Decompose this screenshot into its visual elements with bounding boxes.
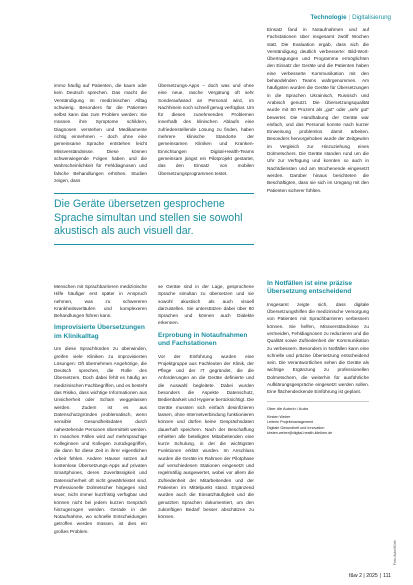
bottom-text-column-1 (54, 283, 147, 557)
photo-credit: Foto: Autor/Klinik (393, 540, 397, 565)
author-bio (267, 406, 369, 437)
bottom-text-column-2 (158, 283, 254, 557)
page-number: 111 (383, 573, 391, 579)
bio-line: Leiterin Projektmanagement (267, 420, 314, 425)
bottom-text-column-3 (267, 275, 369, 543)
header-category: Technologie (310, 14, 347, 21)
footer-separator: | (379, 573, 382, 579)
bio-email: kirsten.weber@digital-health-kliniken.de (267, 431, 333, 436)
bio-line: Digitale Gesundheit und Innovation (267, 425, 325, 430)
top-text-column-2 (158, 82, 254, 176)
subheading-improvised-translations: Improvisierte Übersetzungen im Klinikalltag (54, 324, 145, 340)
section-header (311, 14, 391, 21)
subheading-testing: Erprobung in Notaufnahmen und Fachstationen (158, 331, 248, 348)
header-separator: | (348, 14, 351, 21)
header-subcategory: Digitalisierung (352, 14, 391, 21)
bottom-body-2: Vor der Einführung wurden eine Projektgruppe aus Fachleuten der Klinik, der Pflege und der IT gegründet, die die Anforderungen an die Geräte definierte und die Auswahl begleitete. Dabei wurden besonders die Aspekte Datenschutz, Bedienbarkeit und Hygiene berücksichtigt. Die Geräte mussten sich einfach desinfizieren lassen, ohne Internetverbindung funktionieren können und dürfen keine Gesprächsdaten dauerhaft speichern. Nach der Beschaffung erhielten alle beteiligten Mitarbeitenden eine kurze Schulung, in der die wichtigsten Funktionen erklärt wurden. Im Anschluss wurden die Geräte im Rahmen der Pilotphase auf verschiedenen Stationen eingesetzt und regelmäßig ausgewertet, wobei vor allem die Zufriedenheit der Mitarbeitenden und der Patienten im Mittelpunkt stand. Ergänzend wurden auch die Einsatzhäufigkeit und die genutzten Sprachen dokumentiert, um den zukünftigen Bedarf besser abschätzen zu können. (158, 353, 254, 520)
page-footer (349, 573, 391, 579)
bottom-intro-2: se Geräte sind in der Lage, gesprochene Sprache simultan zu übersetzen und sie sowohl akustisch als auch visuell darzustellen. Sie unterstützen dabei über 80 Sprachen und können auch Dialekte erkennen. (158, 284, 254, 326)
top-paragraph-2: Übersetzungs-Apps – doch was und ohne eine neue, rasche Vergütung oft sehr Sonderaufwand an Personal wird, im Nachhinein noch schnell genug verfügbar. Um für diesen zunehmenden Problemen innerhalb des klinischen Ablaufs eine zufriedenstellende Lösung zu finden, haben mehrere klinische Standorte der gemeinsamen Kliniken und Kranken-Einrichtungen Digital-Health-Teams gemeinsam jüngst ein Pilotprojekt gestartet, das den Einsatz von mobilen Übersetzungsprogrammen testet. (158, 83, 254, 176)
footer-magazine: f&w 2 | 2025 (349, 573, 378, 579)
top-text-column-3 (267, 26, 369, 260)
bio-title: Über die Autorin / Autor (267, 405, 309, 411)
top-paragraph-1: immo häufig auf Patienten, die kaum oder kein Deutsch sprechen. Das macht die Verständigung im medizinischen Alltag schwierig. Besonders für die Patienten selbst kann das zum Problem werden: Sie müssen ihre Symptome schildern, Diagnosen verstehen und Medikamente richtig einnehmen – doch ohne eine gemeinsame Sprache entstehen leicht Missverständnisse. Diese können schwerwiegende Folgen haben und die Wahrscheinlichkeit für Fehldiagnosen und falsche Behandlungen erhöhen. Studien zeigen, dass (54, 83, 147, 183)
pull-quote: Die Geräte übersetzen gesprochene Sprache simultan und stellen sie sowohl akustisch als auch visuell dar. (54, 193, 254, 245)
bio-divider (267, 401, 369, 402)
bottom-body-1: Um diese Sprachhürden zu überwinden, greifen viele Kliniken zu improvisierten Lösungen: Oft übernehmen Angehörige, die Deutsch sprechen, die Rolle des Übersetzers. Doch dabei fehlt es häufig an medizinischen Fachbegriffen, und es besteht das Risiko, dass wichtige Informationen aus Unsicherheit oder Scham weggelassen werden. Zudem ist es aus Datenschutzgründen problematisch, wenn sensible Gesundheitsdaten durch nahestehende Personen übermittelt werden. In manchen Fällen wird auf mehrsprachige Kolleginnen und Kollegen zurückgegriffen, die dann für diese Zeit in ihrer eigentlichen Arbeit fehlen. Andere Häuser setzen auf kostenlose Übersetzungs-Apps auf privaten Smartphones, deren Zuverlässigkeit und Datensicherheit oft nicht gewährleistet sind. Professionelle Dolmetscher hingegen sind teuer, nicht immer kurzfristig verfügbar und können nicht bei jedem kurzen Gespräch hinzugezogen werden. Gerade in der Notaufnahme, wo schnelle Entscheidungen getroffen werden müssen, ist dies ein großes Problem. (54, 346, 147, 534)
top-paragraph-3: Einsatz fand in Notaufnahmen und auf Fachstationen über insgesamt zwölf Wochen statt. Die Evaluation ergab, dass sich die Verständigung deutlich verbesserte: Bild-Wort-Übertragungen und Programme ermöglichten den Einsatz der Geräte und die Patienten haben eine verbesserte Kommunikation mit den behandelnden Teams wahrgenommen. Am häufigsten wurden die Geräte für Übersetzungen in die Sprachen Ukrainisch, Russisch und Arabisch genutzt. Die Übersetzungsqualität wurde mit 80 Prozent als „gut“ oder „sehr gut“ bewertet. Die Handhabung der Geräte war einfach, und das Personal konnte nach kurzer Einweisung problemlos damit arbeiten. Besonders hervorgehoben wurde der Zeitgewinn im Vergleich zur Hinzuziehung eines Dolmetschers. Die Geräte standen rund um die Uhr zur Verfügung und konnten so auch in Nachtdiensten und am Wochenende eingesetzt werden. Darüber hinaus berichteten die Beschäftigten, dass sie sich im Umgang mit den Patienten sicherer fühlten. (267, 27, 369, 193)
bio-name: Kirsten Weber (267, 415, 291, 420)
subheading-emergencies: In Notfällen ist eine präzise Übersetzung entscheidend (267, 280, 353, 296)
top-text-column-1 (54, 82, 147, 183)
bottom-body-3: Insgesamt zeigte sich, dass digitale Übersetzungshilfen die medizinische Versorgung von Patienten mit Sprachbarrieren verbessern können. Sie helfen, Missverständnisse zu vermeiden, Fehldiagnosen zu reduzieren und die Qualität sowie Zufriedenheit der Kommunikation zu verbessern. Besonders in Notfällen kann eine schnelle und präzise Übersetzung entscheidend sein. Die Verantwortlichen sehen die Geräte als wichtige Ergänzung zu professionellen Dolmetschern, die weiterhin für ausführliche Aufklärungsgespräche eingesetzt werden sollen. Eine flächendeckende Einführung ist geplant. (267, 301, 369, 395)
bottom-intro-1: Menschen mit Sprachbarrieren medizinische Hilfe häufiger erst später in Anspruch nehmen, was zu schwereren Krankheitsverläufen und komplexeren Behandlungen führen kann. (54, 284, 147, 319)
